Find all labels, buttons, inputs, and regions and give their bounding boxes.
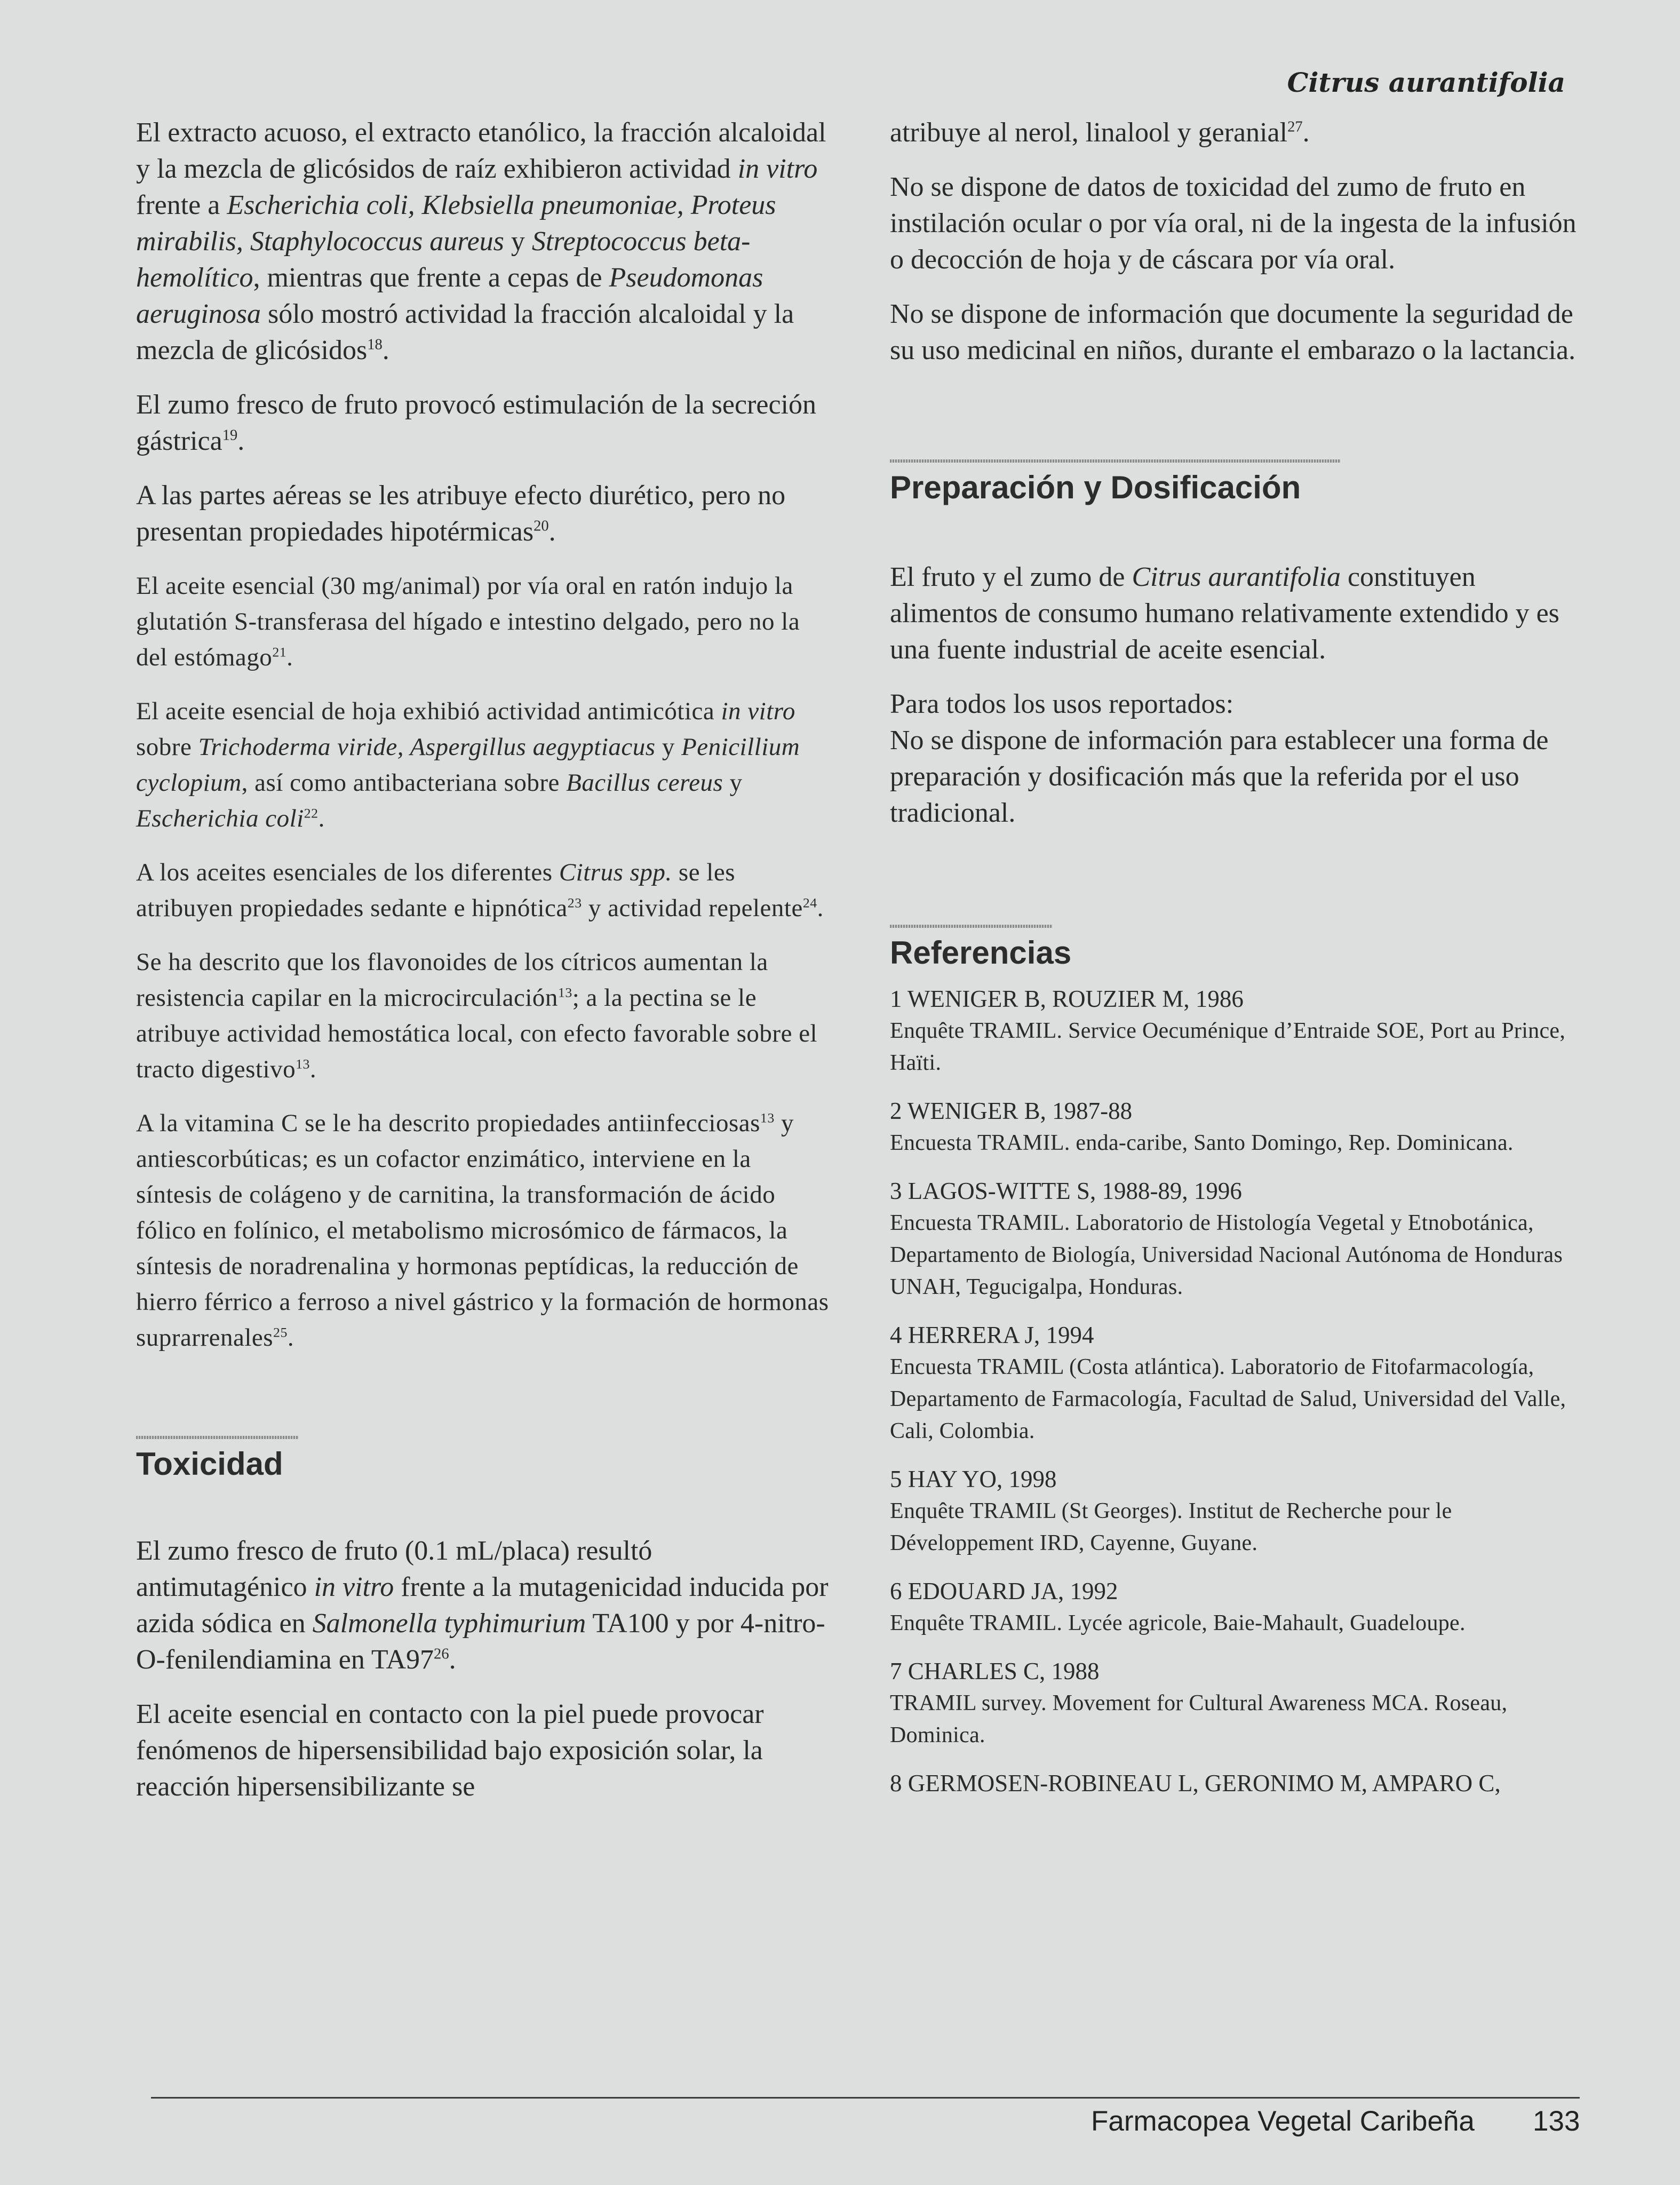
body-paragraph: A los aceites esenciales de los diferentes Citrus spp. se les atribuyen propiedades sedante e hipnótica$^{23}$ y actividad repelente$^{24}$. (136, 859, 824, 922)
reference-body: Enquête TRAMIL. Service Oecuménique d’Entraide SOE, Port au Prince, Haïti. (890, 1019, 1566, 1075)
reference-head: 6 EDOUARD JA, 1992 (890, 1578, 1118, 1604)
running-head: Citrus aurantifolia (1287, 67, 1565, 98)
body-paragraph: El aceite esencial (30 mg/animal) por vía oral en ratón indujo la glutatión S-transferasa del hígado e intestino delgado, pero no la del estómago$^{21}$. (136, 572, 800, 671)
reference-body: Encuesta TRAMIL. Laboratorio de Histología Vegetal y Etnobotánica, Departamento de Biología, Universidad Nacional Autónoma de Honduras UNAH, Tegucigalpa, Honduras. (890, 1211, 1563, 1299)
toxicidad-paragraph: El zumo fresco de fruto (0.1 mL/placa) resultó antimutagénico in vitro frente a la mutagenicidad inducida por azida sódica en Salmonella typhimurium TA100 y por 4-nitro-O-fenilendiamina en $TA97^{26}$. (136, 1536, 829, 1675)
section-divider (136, 1436, 299, 1439)
reference-body: TRAMIL survey. Movement for Cultural Awareness MCA. Roseau, Dominica. (890, 1691, 1508, 1747)
left-column (136, 115, 830, 1823)
body-paragraph: El extracto acuoso, el extracto etanólico, la fracción alcaloidal y la mezcla de glicósidos de raíz exhibieron actividad in vitro frente a Escherichia coli, Klebsiella pneumoniae, Proteus mirabilis, Staphylococcus aureus y Streptococcus beta-hemolítico, mientras que frente a cepas de Pseudomonas aeruginosa sólo mostró actividad la fracción alcaloidal y la mezcla de glicósidos$^{18}$. (136, 117, 826, 366)
right-column (890, 115, 1578, 1815)
toxicidad-paragraphs (136, 1533, 830, 1805)
reference-body: Enquête TRAMIL (St Georges). Institut de Recherche pour le Développement IRD, Cayenne, Guyane. (890, 1499, 1452, 1555)
body-paragraph: Se ha descrito que los flavonoides de los cítricos aumentan la resistencia capilar en la microcirculación$^{13}$; a la pectina se le atribuye actividad hemostática local, con efecto favorable sobre el tracto digestivo$^{13}$. (136, 948, 818, 1083)
preparacion-paragraph: Para todos los usos reportados: No se dispone de información para establecer una forma de preparación y dosificación más que la referida por el uso tradicional. (890, 689, 1549, 828)
referencias-section (890, 925, 1578, 1799)
reference-item (890, 1095, 1578, 1159)
reference-head: 4 HERRERA J, 1994 (890, 1322, 1094, 1348)
body-paragraph: El aceite esencial de hoja exhibió actividad antimicótica in vitro sobre Trichoderma viride, Aspergillus aegyptiacus y Penicillium cyclopium, así como antibacteriana sobre Bacillus cereus y Escherichia coli$^{22}$. (136, 697, 800, 832)
referencias-heading: Referencias (890, 935, 1072, 971)
reference-item (890, 1575, 1578, 1639)
footer-title: Farmacopea Vegetal Caribeña (1091, 2105, 1475, 2137)
toxicidad-heading: Toxicidad (136, 1446, 283, 1482)
reference-item (890, 1655, 1578, 1751)
preparacion-section (890, 459, 1578, 831)
reference-head: 3 LAGOS-WITTE S, 1988-89, 1996 (890, 1178, 1242, 1204)
body-paragraph: A las partes aéreas se les atribuye efecto diurético, pero no presentan propiedades hipotérmicas$^{20}$. (136, 480, 786, 547)
right-paragraphs (890, 115, 1578, 369)
reference-item (890, 983, 1578, 1079)
body-paragraph: A la vitamina C se le ha descrito propiedades antiinfecciosas$^{13}$ y antiescorbúticas; es un cofactor enzimático, interviene en la síntesis de colágeno y de carnitina, la transformación de ácido fólico en folínico, el metabolismo microsómico de fármacos, la síntesis de noradrenalina y hormonas peptídicas, la reducción de hierro férrico a ferroso a nivel gástrico y la formación de hormonas suprarrenales$^{25}$. (136, 1109, 829, 1352)
reference-head: 8 GERMOSEN-ROBINEAU L, GERONIMO M, AMPARO C, (890, 1770, 1501, 1797)
reference-head: 1 WENIGER B, ROUZIER M, 1986 (890, 986, 1244, 1012)
reference-list (890, 983, 1578, 1799)
section-divider (890, 925, 1053, 928)
reference-item (890, 1463, 1578, 1559)
reference-body: Encuesta TRAMIL. enda-caribe, Santo Domingo, Rep. Dominicana. (890, 1131, 1514, 1155)
toxicidad-section (136, 1436, 830, 1805)
body-paragraph: El zumo fresco de fruto provocó estimulación de la secreción gástrica$^{19}$. (136, 390, 816, 456)
footer-rule (151, 2097, 1580, 2099)
section-divider (890, 459, 1341, 463)
reference-head: 7 CHARLES C, 1988 (890, 1658, 1100, 1685)
reference-head: 2 WENIGER B, 1987-88 (890, 1098, 1133, 1124)
body-paragraph: No se dispone de información que documente la seguridad de su uso medicinal en niños, durante el embarazo o la lactancia. (890, 299, 1576, 366)
left-paragraphs (136, 115, 830, 1356)
body-paragraph: atribuye al nerol, linalool y geranial$^{27}$. (890, 117, 1310, 148)
reference-item (890, 1175, 1578, 1303)
preparacion-heading: Preparación y Dosificación (890, 470, 1301, 505)
preparacion-paragraph: El fruto y el zumo de Citrus aurantifolia constituyen alimentos de consumo humano relativamente extendido y es una fuente industrial de aceite esencial. (890, 562, 1559, 665)
body-paragraph: No se dispone de datos de toxicidad del zumo de fruto en instilación ocular o por vía oral, ni de la ingesta de la infusión o decocción de hoja y de cáscara por vía oral. (890, 172, 1577, 275)
reference-body: Encuesta TRAMIL (Costa atlántica). Laboratorio de Fitofarmacología, Departamento de Farmacología, Facultad de Salud, Universidad del Valle, Cali, Colombia. (890, 1355, 1566, 1443)
preparacion-paragraphs (890, 559, 1578, 831)
reference-item (890, 1319, 1578, 1447)
reference-item (890, 1767, 1578, 1799)
reference-head: 5 HAY YO, 1998 (890, 1466, 1057, 1492)
toxicidad-paragraph: El aceite esencial en contacto con la piel puede provocar fenómenos de hipersensibilidad bajo exposición solar, la reacción hipersensibilizante se (136, 1699, 764, 1802)
page-number: 133 (1533, 2105, 1580, 2137)
reference-body: Enquête TRAMIL. Lycée agricole, Baie-Mahault, Guadeloupe. (890, 1611, 1466, 1635)
